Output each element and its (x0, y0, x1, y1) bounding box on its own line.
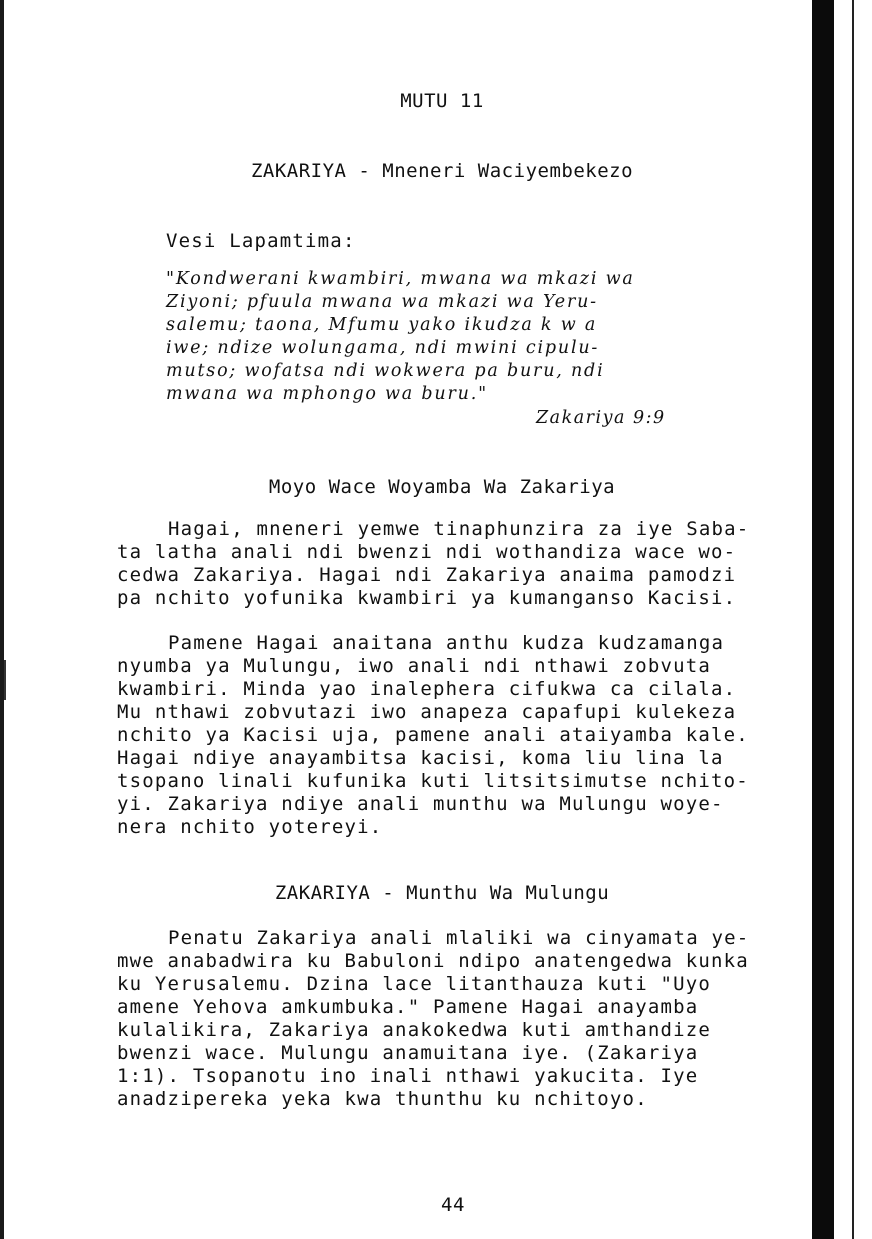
paragraph-line: amene Yehova amkumbuka." Pamene Hagai anayamba (117, 996, 699, 1018)
key-verse-line: "Kondwerani kwambiri, mwana wa mkazi wa (166, 269, 635, 289)
key-verse-line: salemu; taona, Mfumu yako ikudza k w a (166, 315, 598, 335)
key-verse-line: Ziyoni; pfuula mwana wa mkazi wa Yeru- (166, 292, 598, 312)
scan-mark (4, 660, 6, 700)
section-heading-man-of-god: ZAKARIYA - Munthu Wa Mulungu (274, 882, 610, 904)
paragraph-line: ku Yerusalemu. Dzina lace litanthauza kuti "Uyo (117, 973, 712, 995)
paragraph-line: pa nchito yofunika kwambiri ya kumanganso Kacisi. (117, 587, 737, 609)
paragraph-line: nchito ya Kacisi uja, pamene anali ataiyamba kale. (117, 724, 749, 746)
page-number: 44 (441, 1194, 465, 1216)
paragraph-line: nyumba ya Mulungu, iwo anali ndi nthawi zobvuta (117, 655, 712, 677)
paragraph-line: ta latha anali ndi bwenzi ndi wothandiza wace wo- (117, 541, 737, 563)
paragraph-line: tsopano linali kufunika kuti litsitsimutse nchito- (117, 770, 749, 792)
paragraph-line: anadzipereka yeka kwa thunthu ku nchitoyo. (117, 1088, 648, 1110)
paragraph-line: Hagai, mneneri yemwe tinaphunzira za iye Saba- (168, 518, 750, 540)
scan-left-edge (0, 0, 4, 1239)
paragraph-line: Hagai ndiye anayambitsa kacisi, koma liu lina la (117, 747, 724, 769)
chapter-heading: MUTU 11 (400, 90, 484, 112)
key-verse-reference: Zakariya 9:9 (536, 408, 666, 428)
scan-binding-bar (812, 0, 834, 1239)
key-verse-line: iwe; ndize wolungama, ndi mwini cipulu- (166, 338, 600, 358)
key-verse-label: Vesi Lapamtima: (166, 230, 356, 252)
paragraph-line: Pamene Hagai anaitana anthu kudza kudzamanga (168, 632, 725, 654)
paragraph-line: cedwa Zakariya. Hagai ndi Zakariya anaima pamodzi (117, 564, 737, 586)
paragraph-line: nera nchito yotereyi. (117, 816, 383, 838)
paragraph-line: Penatu Zakariya anali mlaliki wa cinyamata ye- (168, 927, 750, 949)
paragraph-line: bwenzi wace. Mulungu anamuitana iye. (Zakariya (117, 1042, 699, 1064)
paragraph-line: yi. Zakariya ndiye anali munthu wa Mulungu woye- (117, 793, 724, 815)
paragraph-line: Mu nthawi zobvutazi iwo anapeza capafupi kulekeza (117, 701, 737, 723)
paragraph-line: 1:1). Tsopanotu ino inali nthawi yakucita. Iye (117, 1065, 699, 1087)
section-heading-early-life: Moyo Wace Woyamba Wa Zakariya (268, 476, 616, 498)
key-verse-line: mwana wa mphongo wa buru." (166, 384, 488, 404)
paragraph-line: kwambiri. Minda yao inalephera cifukwa ca cilala. (117, 678, 737, 700)
scan-right-line (852, 0, 854, 1239)
paragraph-line: kulalikira, Zakariya anakokedwa kuti amthandize (117, 1019, 712, 1041)
paragraph-line: mwe anabadwira ku Babuloni ndipo anatengedwa kunka (117, 950, 749, 972)
page-title: ZAKARIYA - Mneneri Waciyembekezo (250, 160, 634, 182)
key-verse-line: mutso; wofatsa ndi wokwera pa buru, ndi (166, 361, 605, 381)
